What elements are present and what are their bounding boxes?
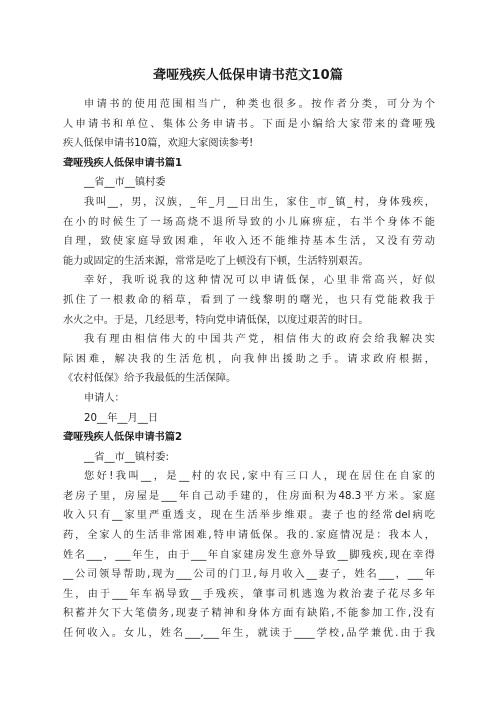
paragraph-line: 抓住了一根救命的稻草，看到了一线黎明的曙光，也只有党能救我于 — [63, 294, 435, 306]
applicant-line: 申请人： — [84, 392, 125, 404]
paragraph-line: 幸好，我听说我的这种情况可以申请低保，心里非常高兴，好似 — [84, 275, 435, 287]
section-heading: 聋哑残疾人低保申请书篇1 — [63, 157, 183, 169]
paragraph-line: 《农村低保》给予我最低的生活保障。 — [63, 373, 237, 385]
paragraph-line: 水火之中。于是，几经思考，特向党申请低保，以度过艰苦的时日。 — [63, 314, 369, 326]
paragraph-line: 姓名___，___年生，由于___年自家建房发生意外导致__脚残疾,现在幸得 — [63, 549, 435, 561]
paragraph-line: 自理，致使家庭导致困难，年收入还不能维持基本生活，又没有劳动 — [63, 236, 435, 248]
paragraph-line: 人申请书和单位、集体公务申请书。下面是小编给大家带来的聋哑残 — [63, 118, 435, 130]
addressee-line: __省__市__镇村委: — [84, 451, 169, 463]
paragraph-line: 我叫__，男，汉族，_年_月__日出生，家住_市_镇_村，身体残疾， — [84, 196, 435, 208]
paragraph-line: __公司领导帮助,现为___公司的门卫,每月收入__妻子，姓名___，___年 — [63, 569, 435, 581]
paragraph-line: 我有理由相信伟大的中国共产党，相信伟大的政府会给我解决实 — [84, 334, 435, 346]
paragraph-line: 收入只有__家里严重透支，现在生活举步维艰。妻子也的经常del病吃 — [63, 510, 435, 522]
section-heading: 聋哑残疾人低保申请书篇2 — [63, 432, 183, 444]
paragraph-line: 积蓄并欠下大笔债务,现妻子精神和身体方面有缺陷,不能参加工作,没有 — [63, 608, 435, 620]
paragraph-line: 老房子里，房屋是___年自己动手建的，住房面积为48.3平方米。家庭 — [63, 490, 435, 502]
paragraph-line: 任何收入。女儿，姓名___,___年生，就读于____学校,品学兼优.由于我 — [63, 628, 435, 640]
paragraph-line: 能力或固定的生活来源，常常是吃了上顿没有下顿，生活特别艰苦。 — [63, 255, 369, 267]
paragraph-line: 疾人低保申请书10篇，欢迎大家阅读参考! — [63, 138, 254, 150]
document-title: 聋哑残疾人低保申请书范文10篇 — [152, 68, 344, 83]
paragraph-line: 申请书的使用范围相当广，种类也很多。按作者分类，可分为个 — [84, 99, 435, 110]
date-line: 20__年__月__日 — [84, 412, 159, 424]
paragraph-line: 您好!我叫__，是__村的农民,家中有三口人，现在居住在自家的 — [84, 471, 435, 483]
paragraph-line: 际困难，解决我的生活危机，向我伸出援助之手。请求政府根据， — [63, 353, 435, 365]
document-body — [63, 95, 435, 644]
addressee-line: __省__市__镇村委 — [84, 177, 166, 189]
paragraph-line: 在小的时候生了一场高烧不退所导致的小儿麻痹症，右半个身体不能 — [63, 216, 435, 228]
paragraph-line: 药，全家人的生活非常困难,特申请低保。我的.家庭情况是：我本人， — [63, 530, 435, 542]
paragraph-line: 生，由于___年车祸导致__手残疾，肇事司机逃逸为救治妻子花尽多年 — [63, 588, 435, 600]
